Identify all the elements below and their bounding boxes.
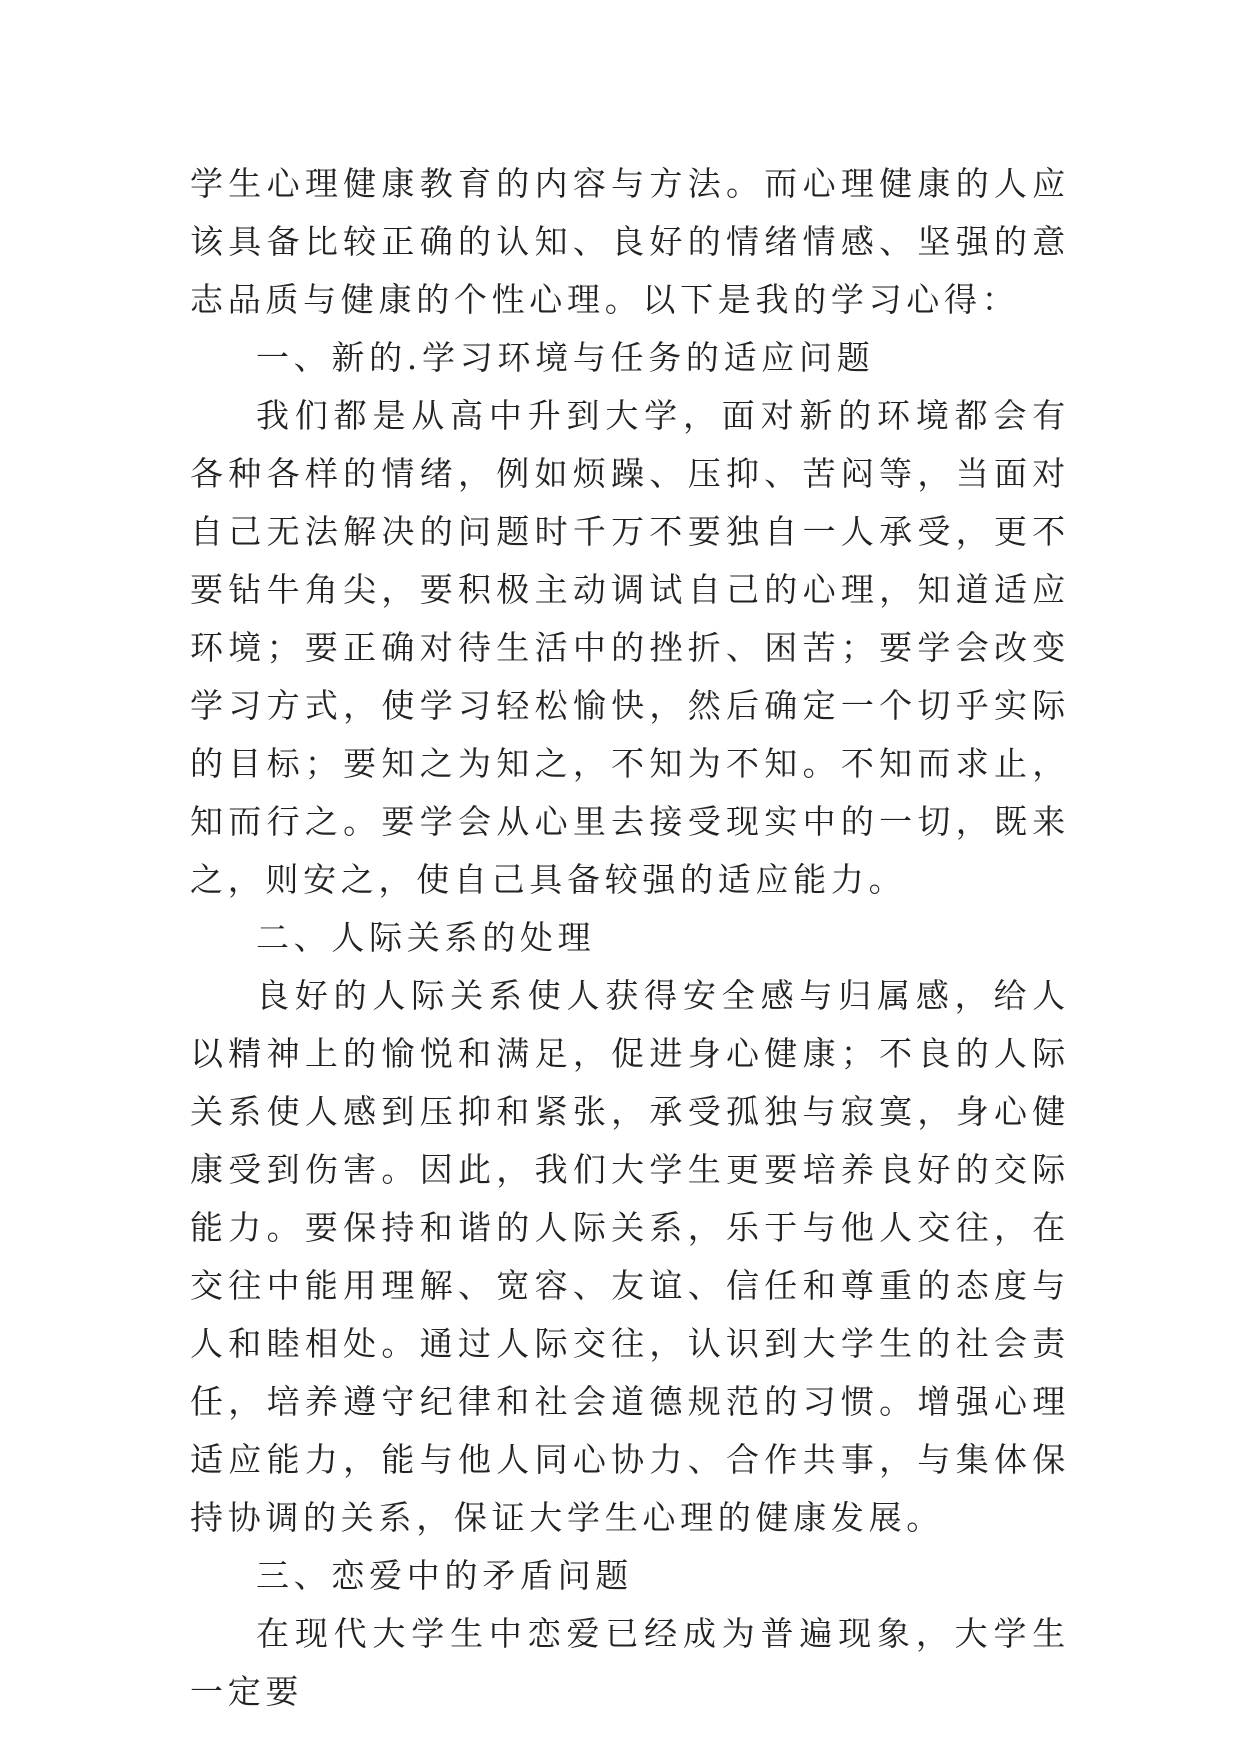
paragraph-section-1: 我们都是从高中升到大学，面对新的环境都会有各种各样的情绪，例如烦躁、压抑、苦闷等，当面对自己无法解决的问题时千万不要独自一人承受，更不要钻牛角尖，要积极主动调试自己的心理，知道适应环境；要正确对待生活中的挫折、困苦；要学会改变学习方式，使学习轻松愉快，然后确定一个切乎实际的目标；要知之为知之，不知为不知。不知而求止，知而行之。要学会从心里去接受现实中的一切，既来之，则安之，使自己具备较强的适应能力。 [190, 396, 1070, 899]
section-heading-3: 三、恋爱中的矛盾问题 [256, 1556, 633, 1595]
section-heading-1: 一、新的.学习环境与任务的适应问题 [256, 338, 875, 377]
document-body [190, 155, 1070, 1721]
paragraph-section-3: 在现代大学生中恋爱已经成为普遍现象，大学生一定要 [190, 1614, 1070, 1711]
paragraph-section-2: 良好的人际关系使人获得安全感与归属感，给人以精神上的愉悦和满足，促进身心健康；不良的人际关系使人感到压抑和紧张，承受孤独与寂寞，身心健康受到伤害。因此，我们大学生更要培养良好的交际能力。要保持和谐的人际关系，乐于与他人交往，在交往中能用理解、宽容、友谊、信任和尊重的态度与人和睦相处。通过人际交往，认识到大学生的社会责任，培养遵守纪律和社会道德规范的习惯。增强心理适应能力，能与他人同心协力、合作共事，与集体保持协调的关系，保证大学生心理的健康发展。 [190, 976, 1070, 1537]
section-heading-2: 二、人际关系的处理 [256, 918, 596, 957]
paragraph-intro-continuation: 学生心理健康教育的内容与方法。而心理健康的人应该具备比较正确的认知、良好的情绪情感、坚强的意志品质与健康的个性心理。以下是我的学习心得： [190, 164, 1070, 319]
